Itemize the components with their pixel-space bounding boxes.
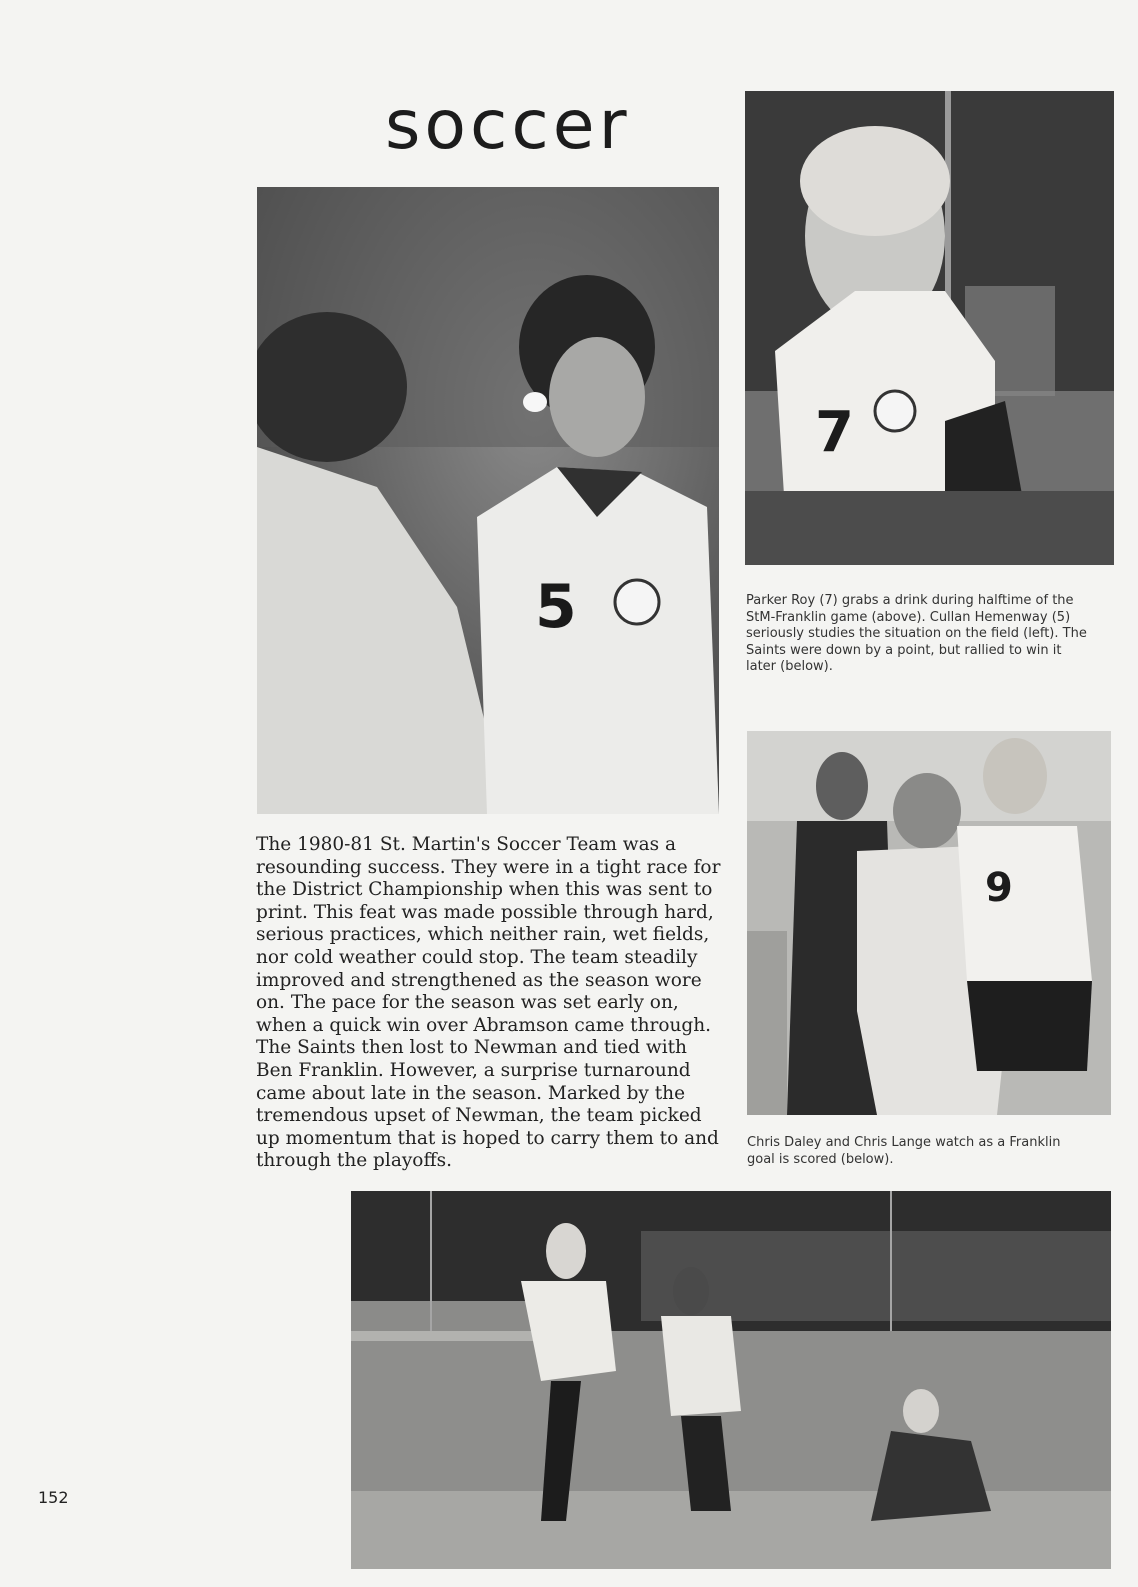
photo-roy [745, 91, 1114, 565]
photo-game-action [351, 1191, 1111, 1569]
photo-hemenway [257, 187, 719, 814]
caption-middle-right: Chris Daley and Chris Lange watch as a Franklin goal is scored (below). [747, 1135, 1061, 1167]
page-number: 152 [38, 1488, 69, 1507]
article-body: The 1980-81 St. Martin's Soccer Team was a resounding success. They were in a tight race for the District Championship when this was sent to print. This feat was made possible through hard, serious practices, which neither rain, wet fields, nor cold weather could stop. The team steadily improved and strengthened as the season wore on. The pace for the season was set early on, when a quick win over Abramson came through. The Saints then lost to Newman and tied with Ben Franklin. However, a surprise turnaround came about late in the season. Marked by the tremendous upset of Newman, the team picked up momentum that is hoped to carry them to and through the playoffs. [256, 834, 721, 1172]
jersey-number-5: 5 [535, 572, 577, 642]
page-title: soccer [385, 86, 631, 165]
photo-daley-lange [747, 731, 1111, 1115]
jersey-number-7: 7 [815, 400, 854, 465]
caption-top-right: Parker Roy (7) grabs a drink during halftime of the StM-Franklin game (above). Cullan Hemenway (5) seriously studies the situation on the field (left). The Saints were down by a point, but rallied to win it later (below). [746, 593, 1087, 674]
jersey-number-9: 9 [985, 865, 1013, 911]
